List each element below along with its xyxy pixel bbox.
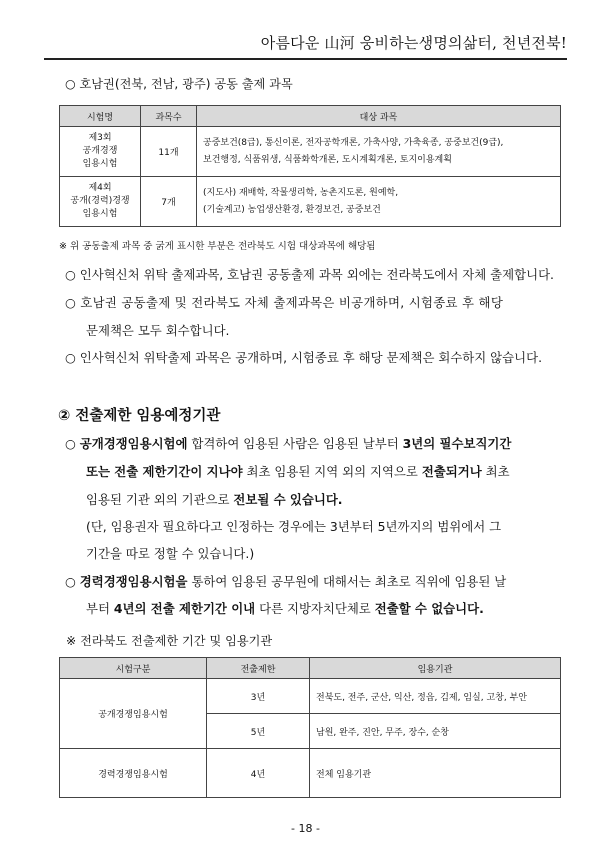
table-row: [60, 127, 561, 177]
page-header-title: 아름다운 山河 웅비하는생명의삶터, 천년전북!: [260, 34, 567, 52]
table-row: [60, 749, 561, 798]
text-run-bold: 전보될 수 있습니다.: [233, 492, 343, 507]
subjects-line: 보건행정, 식품위생, 식품화학개론, 도시계획개론, 토지이용계획: [203, 154, 452, 165]
para-career-exam-line1: [65, 573, 506, 591]
section-heading-joint-exam: ○ 호남권(전북, 전남, 광주) 공동 출제 과목: [65, 77, 293, 91]
exam-name-line: 제3회: [88, 133, 112, 143]
para-open-exam-line3: [86, 491, 343, 509]
para-open-exam-line5: 기간을 따로 정할 수 있습니다.): [86, 546, 255, 561]
text-run-bold: 경력경쟁임용시험을: [79, 574, 188, 589]
para-open-exam-line2: [86, 463, 510, 481]
bullet-nondisclosure: ○ 호남권 공동출제 및 전라북도 자체 출제과목은 비공개하며, 시험종료 후 해당: [65, 295, 504, 310]
page-number: - 18 -: [291, 822, 320, 835]
col-header-target-subjects: 대상 과목: [197, 106, 561, 127]
exam-name-cell: [60, 127, 141, 177]
subject-count-cell: 11개: [141, 127, 197, 177]
subjects-line: (기술계고) 농업생산환경, 환경보건, 공중보건: [203, 204, 381, 215]
exam-name-line: 임용시험: [82, 159, 118, 169]
subjects-line: (지도사) 재배학, 작물생리학, 농촌지도론, 원예학,: [203, 187, 399, 198]
text-run: 통하여 임용된 공무원에 대해서는 최초로 직위에 임용된 날: [187, 574, 507, 589]
text-run: 다른 지방자치단체로: [255, 601, 375, 616]
exam-name-line: 공개(경력)경쟁: [70, 196, 130, 206]
joint-exam-subjects-table: [59, 105, 561, 227]
exam-name-line: 임용시험: [82, 209, 118, 219]
bullet-self-exam: ○ 인사혁신처 위탁 출제과목, 호남권 공동출제 과목 외에는 전라북도에서 자체 출제합니다.: [65, 267, 554, 282]
agencies-cell: 남원, 완주, 진안, 무주, 장수, 순창: [310, 714, 561, 749]
exam-type-cell: 경력경쟁임용시험: [60, 749, 207, 798]
bullet-nondisclosure-cont: 문제책은 모두 회수합니다.: [86, 323, 230, 338]
bullet-disclosure: ○ 인사혁신처 위탁출제 과목은 공개하며, 시험종료 후 해당 문제책은 회수하지 않습니다.: [65, 350, 543, 365]
header-divider: [44, 58, 567, 60]
col-header-transfer-limit: 전출제한: [207, 658, 310, 679]
exam-type-cell: 공개경쟁임용시험: [60, 679, 207, 749]
table-row: [60, 679, 561, 714]
text-run: ○: [65, 436, 80, 451]
text-run: 최초 임용된 지역 외의 지역으로: [242, 464, 422, 479]
subject-count-cell: 7개: [141, 177, 197, 227]
transfer-table-title: ※ 전라북도 전출제한 기간 및 임용기관: [66, 634, 273, 648]
text-run-bold: 또는 전출 제한기간이 지나야: [86, 464, 243, 479]
text-run-bold: 4년의 전출 제한기간 이내: [113, 601, 256, 616]
text-run-bold: 전출할 수 없습니다.: [374, 601, 484, 616]
col-header-subject-count: 과목수: [141, 106, 197, 127]
exam-name-line: 제4회: [88, 183, 112, 193]
table-header-row: [60, 106, 561, 127]
table-footnote: ※ 위 공동출제 과목 중 굵게 표시한 부분은 전라북도 시험 대상과목에 해당됨: [59, 241, 376, 252]
col-header-exam-type: 시험구분: [60, 658, 207, 679]
text-run: 합격하여 임용된 사람은 임용된 날부터: [187, 436, 403, 451]
text-run-bold: 3년의 필수보직기간: [402, 436, 512, 451]
text-run: ○: [65, 574, 80, 589]
para-open-exam-line4: (단, 임용권자 필요하다고 인정하는 경우에는 3년부터 5년까지의 범위에서 그: [86, 519, 502, 534]
text-run: 부터: [86, 601, 114, 616]
text-run: 임용된 기관 외의 기관으로: [86, 492, 234, 507]
para-open-exam-line1: [65, 435, 511, 453]
agencies-cell: 전체 임용기관: [310, 749, 561, 798]
transfer-limit-cell: 5년: [207, 714, 310, 749]
table-row: [60, 177, 561, 227]
text-run-bold: 공개경쟁임용시험에: [79, 436, 188, 451]
transfer-limit-cell: 4년: [207, 749, 310, 798]
text-run: 최초: [481, 464, 510, 479]
transfer-limit-table: [59, 657, 561, 798]
para-career-exam-line2: [86, 600, 484, 618]
section-heading-transfer-limit: ② 전출제한 임용예정기관: [58, 408, 221, 424]
text-run-bold: 전출되거나: [421, 464, 482, 479]
subjects-cell: [197, 127, 561, 177]
transfer-limit-cell: 3년: [207, 679, 310, 714]
subjects-line: 공중보건(8급), 통신이론, 전자공학개론, 가축사양, 가축육종, 공중보건(9급),: [203, 137, 504, 148]
agencies-cell: 전북도, 전주, 군산, 익산, 정읍, 김제, 임실, 고창, 부안: [310, 679, 561, 714]
exam-name-cell: [60, 177, 141, 227]
col-header-exam-name: 시험명: [60, 106, 141, 127]
table-header-row: [60, 658, 561, 679]
col-header-agencies: 임용기관: [310, 658, 561, 679]
subjects-cell: [197, 177, 561, 227]
exam-name-line: 공개경쟁: [82, 146, 118, 156]
